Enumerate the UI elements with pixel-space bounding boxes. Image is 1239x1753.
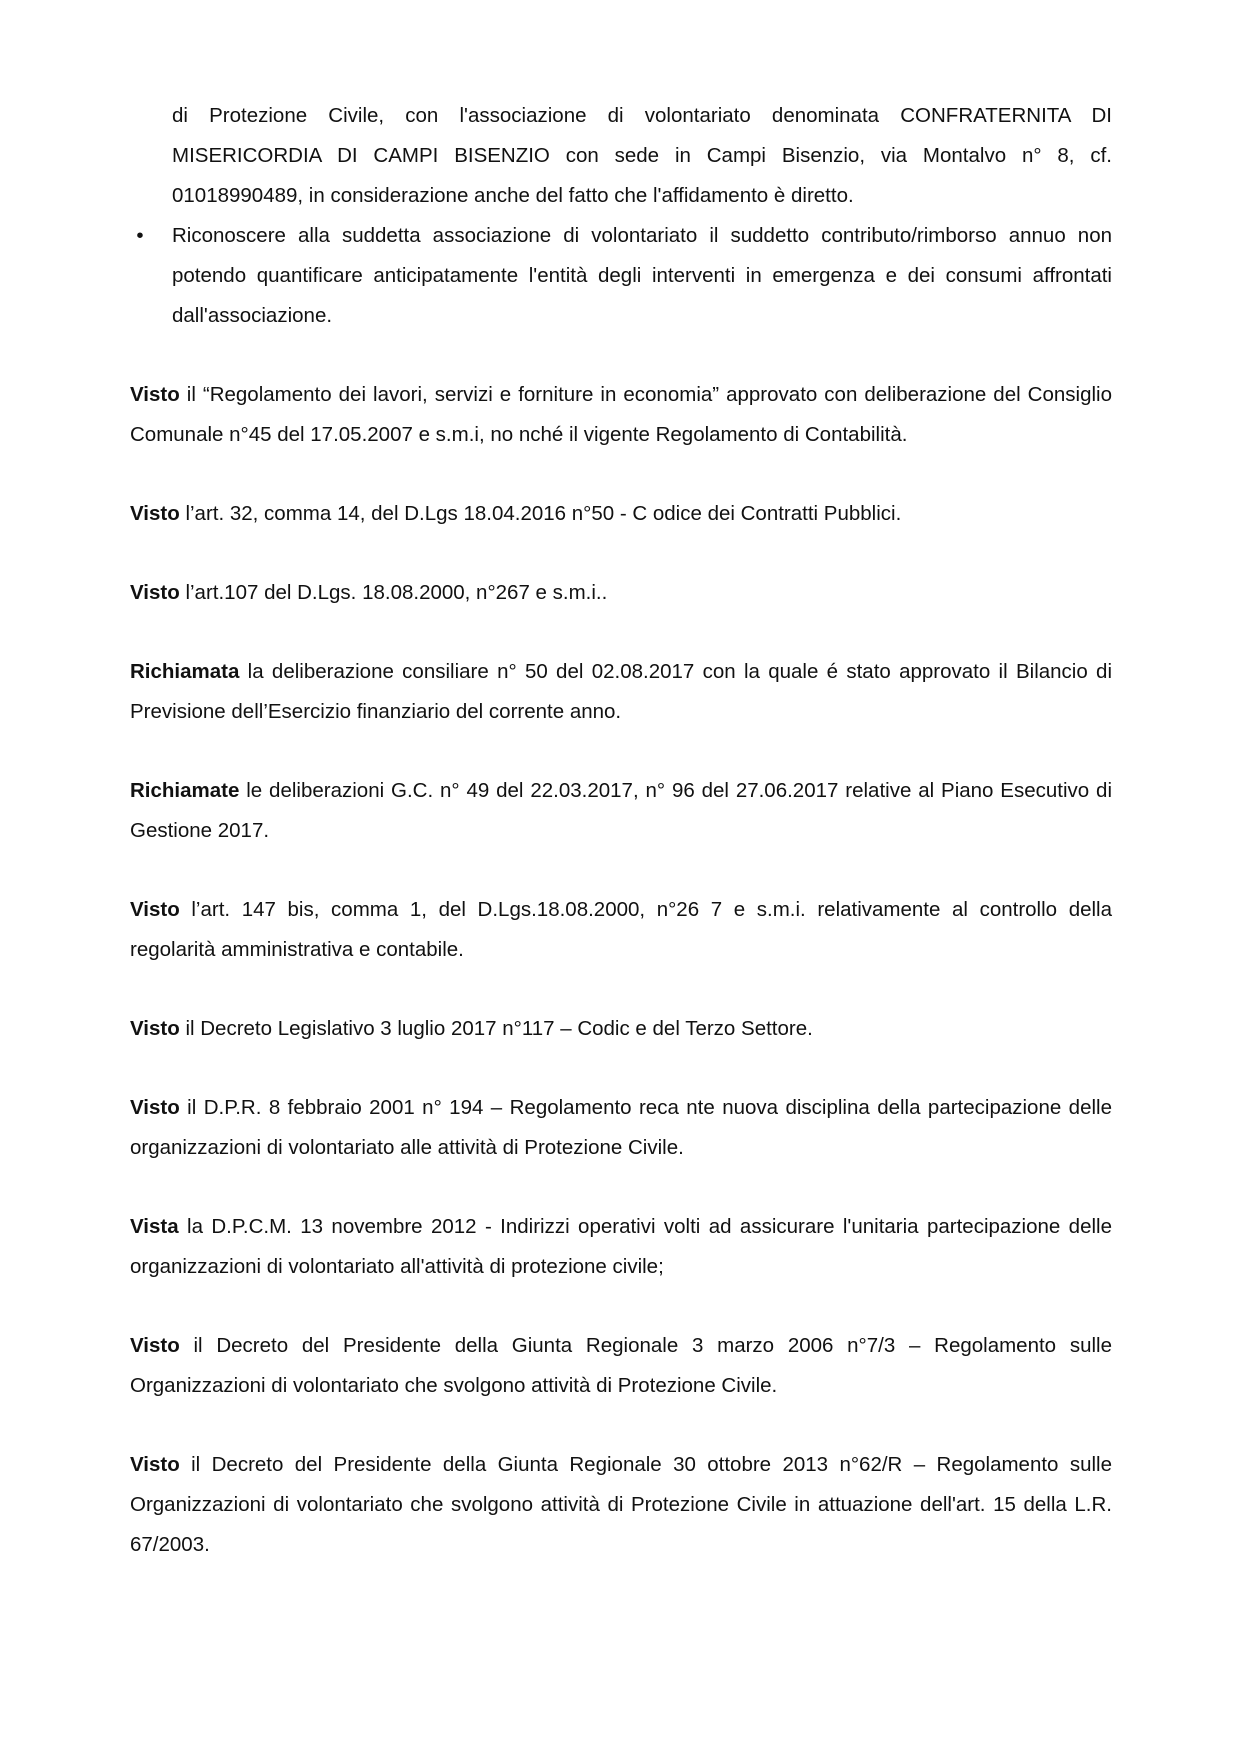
paragraph-keyword: Vista <box>130 1215 179 1238</box>
paragraph-text: il D.P.R. 8 febbraio 2001 n° 194 – Regolamento reca nte nuova disciplina della partecipazione delle organizzazioni di volontariato alle attività di Protezione Civile. <box>130 1096 1112 1159</box>
paragraph-keyword: Visto <box>130 1017 180 1040</box>
paragraph-text: il Decreto del Presidente della Giunta Regionale 30 ottobre 2013 n°62/R – Regolamento sulle Organizzazioni di volontariato che svolgono attività di Protezione Civile in attuazione dell'art. 15 della L.R. 67/2003. <box>130 1453 1112 1556</box>
bullet-text: Riconoscere alla suddetta associazione di volontariato il suddetto contributo/rimborso annuo non potendo quantificare anticipatamente l'entità degli interventi in emergenza e dei consumi affrontati dall'associazione. <box>172 224 1112 327</box>
paragraph-text: il Decreto del Presidente della Giunta Regionale 3 marzo 2006 n°7/3 – Regolamento sulle Organizzazioni di volontariato che svolgono attività di Protezione Civile. <box>130 1334 1112 1397</box>
paragraph-visto-art-32 <box>130 494 1112 534</box>
paragraph-text: il “Regolamento dei lavori, servizi e forniture in economia” approvato con deliberazione del Consiglio Comunale n°45 del 17.05.2007 e s.m.i, no nché il vigente Regolamento di Contabilità. <box>130 383 1112 446</box>
paragraph-keyword: Visto <box>130 502 180 525</box>
paragraph-text: la deliberazione consiliare n° 50 del 02.08.2017 con la quale é stato approvato il Bilancio di Previsione dell’Esercizio finanziario del corrente anno. <box>130 660 1112 723</box>
paragraph-visto-art-107 <box>130 573 1112 613</box>
paragraph-visto-dpgr-2006 <box>130 1326 1112 1406</box>
paragraph-visto-art-147-bis <box>130 890 1112 970</box>
paragraph-keyword: Visto <box>130 898 180 921</box>
paragraph-keyword: Visto <box>130 1096 180 1119</box>
paragraph-text: la D.P.C.M. 13 novembre 2012 - Indirizzi operativi volti ad assicurare l'unitaria partecipazione delle organizzazioni di volontariato all'attività di protezione civile; <box>130 1215 1112 1278</box>
paragraph-visto-dpgr-2013 <box>130 1445 1112 1565</box>
bullet-list-item <box>136 216 1112 336</box>
paragraph-richiamata-bilancio <box>130 652 1112 732</box>
paragraph-vista-dpcm-2012 <box>130 1207 1112 1287</box>
paragraph-keyword: Richiamate <box>130 779 240 802</box>
paragraph-text: il Decreto Legislativo 3 luglio 2017 n°117 – Codic e del Terzo Settore. <box>179 1017 813 1040</box>
paragraph-text: l’art. 32, comma 14, del D.Lgs 18.04.2016 n°50 - C odice dei Contratti Pubblici. <box>179 502 902 525</box>
paragraph-text: le deliberazioni G.C. n° 49 del 22.03.2017, n° 96 del 27.06.2017 relative al Piano Esecutivo di Gestione 2017. <box>130 779 1112 842</box>
document-body <box>130 96 1112 1604</box>
paragraph-text: l’art.107 del D.Lgs. 18.08.2000, n°267 e s.m.i.. <box>179 581 608 604</box>
paragraph-keyword: Visto <box>130 1453 180 1476</box>
paragraph-keyword: Richiamata <box>130 660 240 683</box>
paragraph-keyword: Visto <box>130 581 180 604</box>
bullet-icon: • <box>136 224 144 247</box>
paragraph-keyword: Visto <box>130 1334 180 1357</box>
paragraph-keyword: Visto <box>130 383 180 406</box>
continuation-paragraph: di Protezione Civile, con l'associazione di volontariato denominata CONFRATERNITA DI MISERICORDIA DI CAMPI BISENZIO con sede in Campi Bisenzio, via Montalvo n° 8, cf. 01018990489, in considerazione anche del fatto che l'affidamento è diretto. <box>172 104 1112 207</box>
paragraph-visto-regolamento-economia <box>130 375 1112 455</box>
paragraph-richiamate-peg <box>130 771 1112 851</box>
paragraph-visto-codice-terzo-settore <box>130 1009 1112 1049</box>
paragraph-text: l’art. 147 bis, comma 1, del D.Lgs.18.08.2000, n°26 7 e s.m.i. relativamente al controllo della regolarità amministrativa e contabile. <box>130 898 1112 961</box>
paragraph-visto-dpr-194 <box>130 1088 1112 1168</box>
